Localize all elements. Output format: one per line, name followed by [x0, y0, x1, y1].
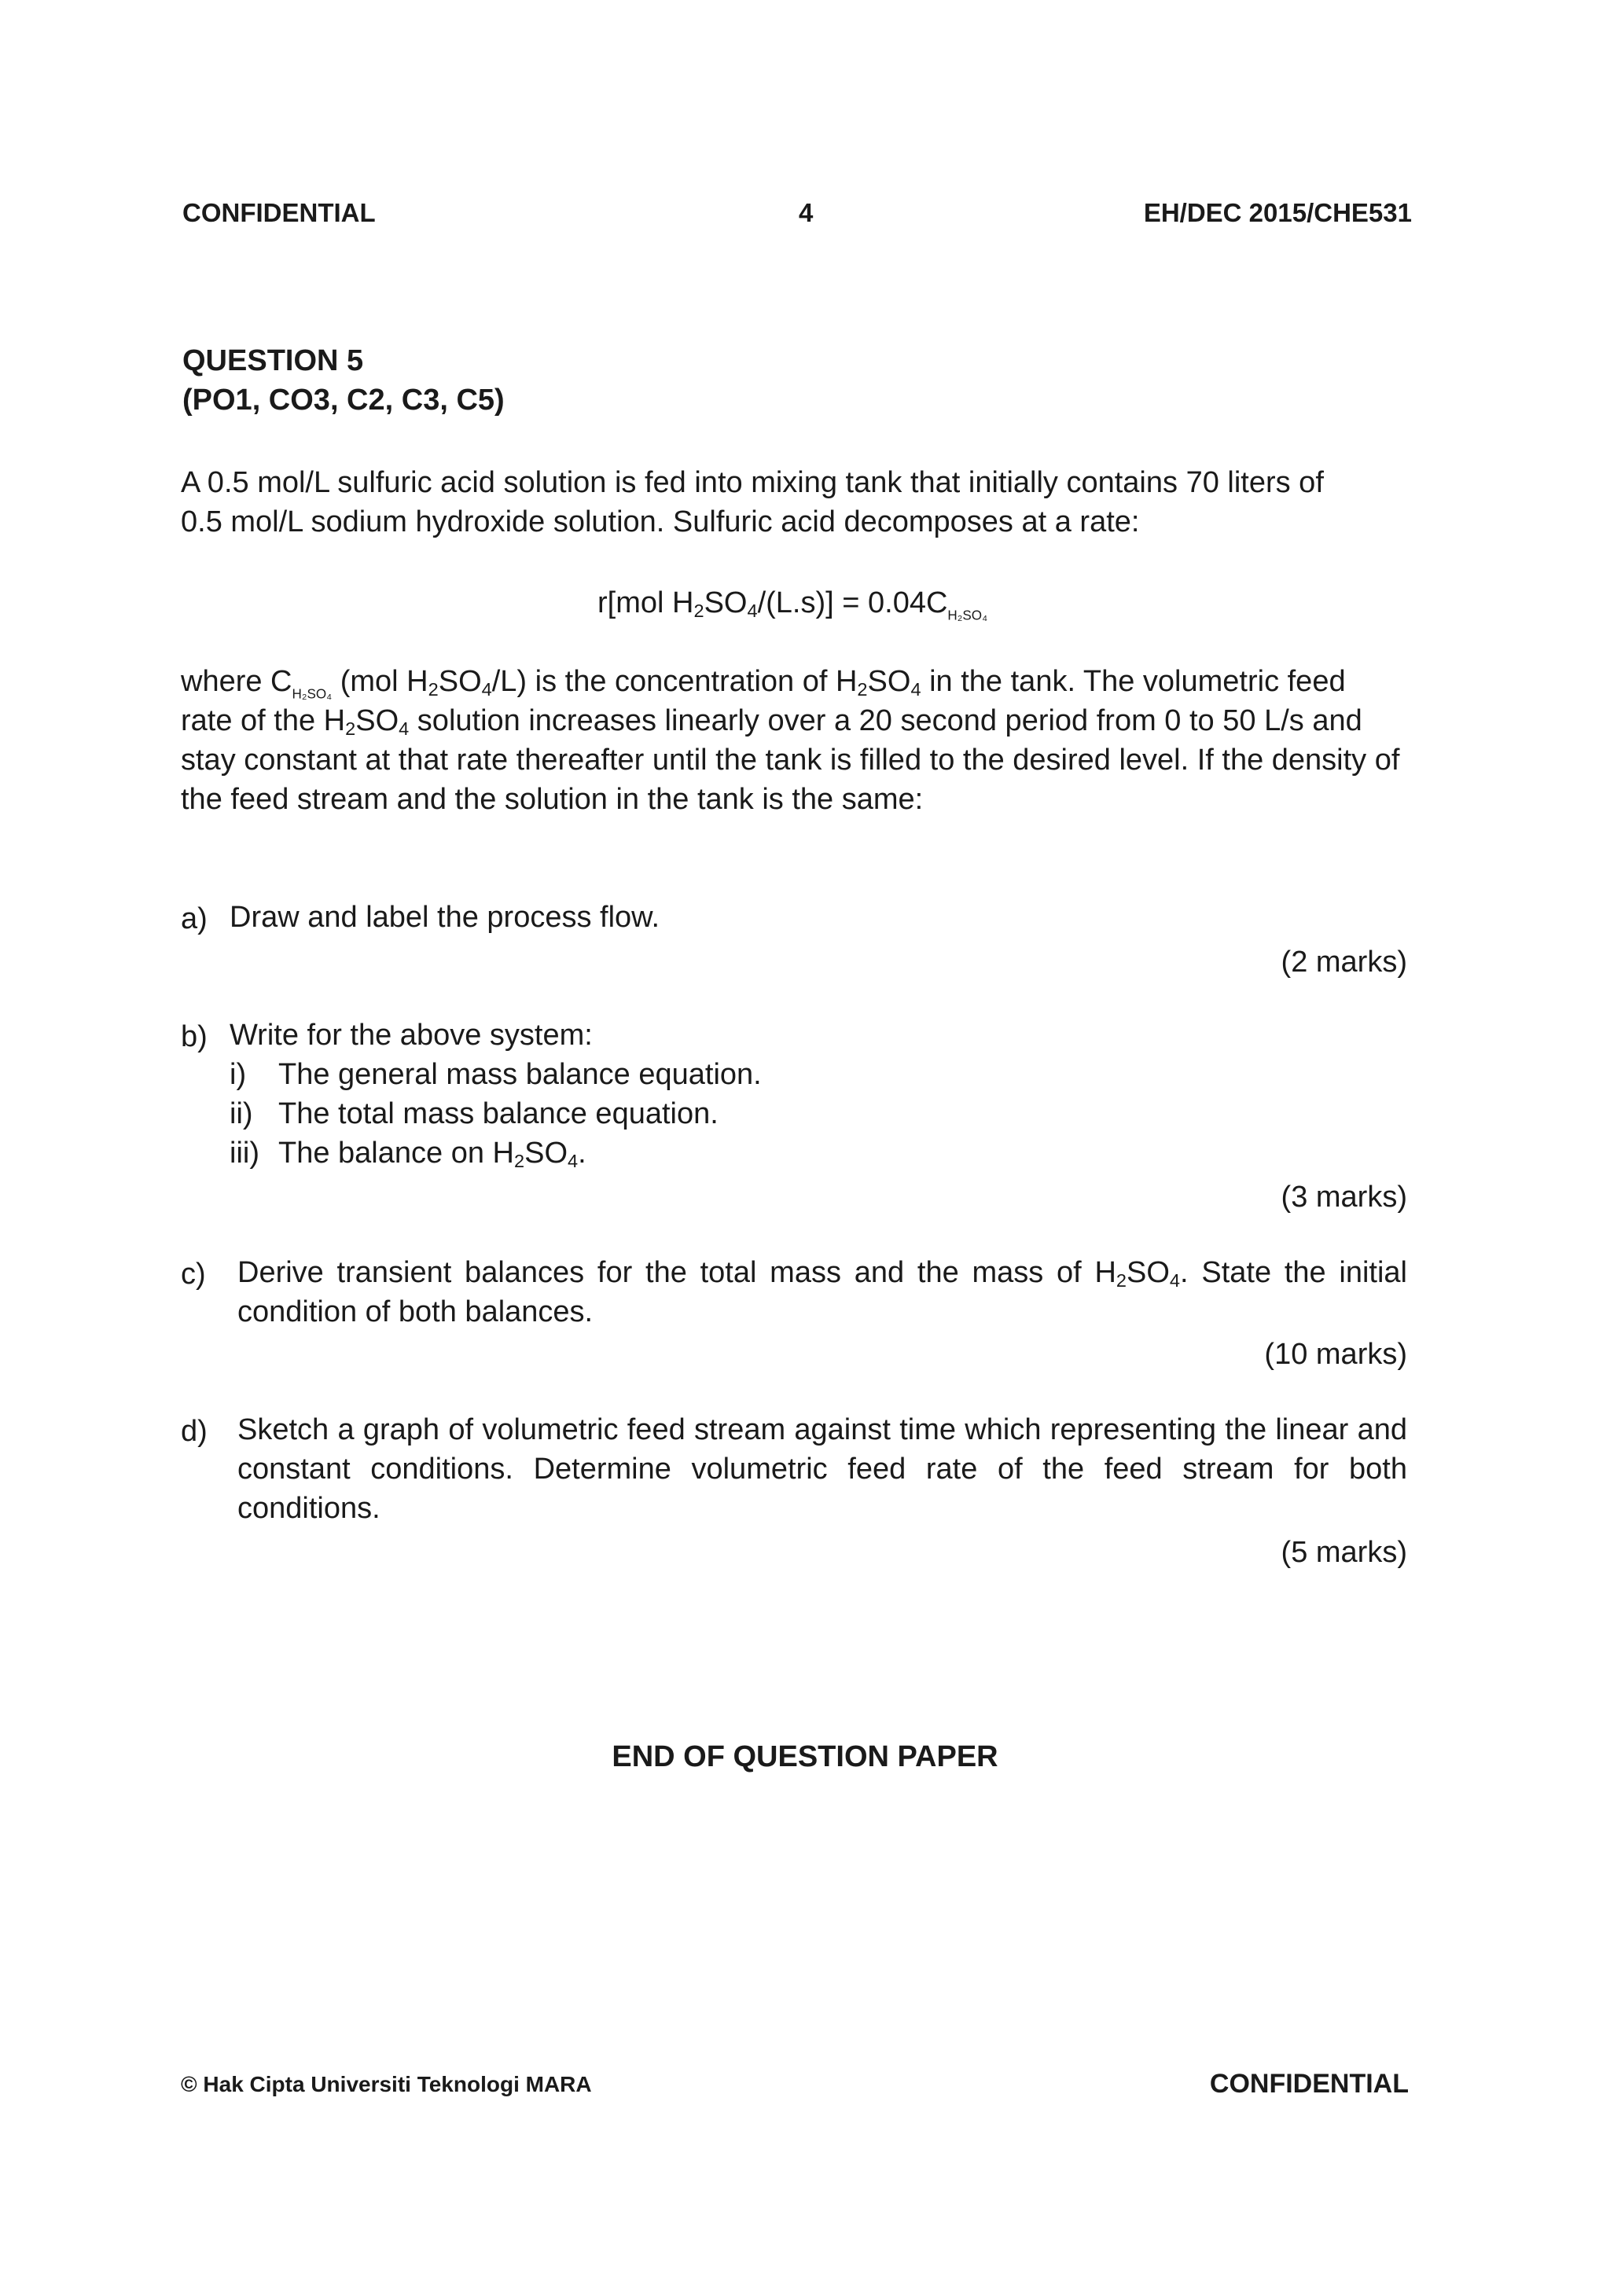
sub: 4	[568, 1150, 579, 1171]
part-c-marks: (10 marks)	[1264, 1338, 1407, 1371]
part-d-label: d)	[181, 1415, 208, 1448]
header-confidential: CONFIDENTIAL	[182, 198, 376, 227]
text-part: in the tank. The volumetric feed	[921, 665, 1346, 698]
part-c-line-1	[237, 1253, 1407, 1292]
text-part: SO	[438, 665, 482, 698]
text-part: rate of the H	[181, 704, 346, 737]
intro-line-1: A 0.5 mol/L sulfuric acid solution is fed into mixing tank that initially contains 70 liters of	[181, 466, 1324, 499]
part-d-line-1: Sketch a graph of volumetric feed stream against time which representing the linear and	[237, 1413, 1407, 1446]
text-part: The balance on H	[278, 1137, 514, 1170]
part-b-item-label: ii)	[230, 1097, 253, 1130]
where-line-4: the feed stream and the solution in the tank is the same:	[181, 783, 924, 816]
footer-confidential: CONFIDENTIAL	[1209, 2069, 1409, 2099]
rate-equation	[597, 583, 987, 623]
text-part: SO	[1127, 1256, 1170, 1289]
text-part: /L) is the concentration of H	[491, 665, 858, 698]
eq-sub: 2	[693, 600, 704, 621]
part-b-item-label: iii)	[230, 1137, 259, 1170]
question-title: QUESTION 5	[182, 344, 364, 377]
part-b-marks: (3 marks)	[1281, 1181, 1407, 1214]
eq-sub: 4	[747, 600, 758, 621]
conc-sub: H₂SO₄	[292, 686, 333, 702]
eq-conc-sub: H₂SO₄	[947, 608, 988, 623]
where-line-2	[181, 701, 1407, 740]
sub: 4	[910, 678, 921, 700]
sub: 2	[428, 678, 439, 700]
sub: 4	[1169, 1269, 1181, 1291]
part-a-label: a)	[181, 902, 208, 935]
part-b-label: b)	[181, 1020, 208, 1053]
text-part: where C	[181, 665, 292, 698]
sub: 2	[857, 678, 868, 700]
where-line-3: stay constant at that rate thereafter until the tank is filled to the desired level. If the density of	[181, 744, 1400, 777]
eq-part: /(L.s)] = 0.04C	[757, 586, 948, 619]
text-part: SO	[355, 704, 399, 737]
part-b-item-text	[278, 1133, 586, 1173]
footer-copyright: © Hak Cipta Universiti Teknologi MARA	[181, 2072, 592, 2096]
text-part: . State the initial	[1180, 1256, 1407, 1289]
sub: 2	[513, 1150, 525, 1171]
part-b-text: Write for the above system:	[230, 1019, 593, 1052]
part-b-item-label: i)	[230, 1058, 247, 1091]
text-part: Derive transient balances for the total mass and the mass of H	[237, 1256, 1116, 1289]
sub: 4	[481, 678, 492, 700]
part-d-marks: (5 marks)	[1281, 1536, 1407, 1569]
text-part: SO	[867, 665, 911, 698]
part-d-line-2: constant conditions. Determine volumetric feed rate of the feed stream for both	[237, 1453, 1407, 1486]
intro-line-2: 0.5 mol/L sodium hydroxide solution. Sulfuric acid decomposes at a rate:	[181, 505, 1140, 538]
question-outcomes: (PO1, CO3, C2, C3, C5)	[182, 384, 505, 417]
sub: 4	[399, 718, 410, 739]
part-c-line-2: condition of both balances.	[237, 1295, 594, 1328]
text-part: SO	[524, 1137, 568, 1170]
eq-part: SO	[704, 586, 748, 619]
text-part: .	[578, 1137, 586, 1170]
text-part: (mol H	[332, 665, 428, 698]
part-d-line-3: conditions.	[237, 1492, 380, 1525]
sub: 2	[345, 718, 356, 739]
part-a-marks: (2 marks)	[1281, 946, 1407, 979]
text-part: solution increases linearly over a 20 second period from 0 to 50 L/s and	[409, 704, 1362, 737]
part-a-text: Draw and label the process flow.	[230, 901, 660, 934]
sub: 2	[1116, 1269, 1127, 1291]
part-b-item-text: The total mass balance equation.	[278, 1097, 719, 1130]
part-c-label: c)	[181, 1258, 206, 1291]
page-number: 4	[799, 198, 814, 227]
eq-part: r[mol H	[597, 586, 694, 619]
part-b-item-text: The general mass balance equation.	[278, 1058, 762, 1091]
header-paper-code: EH/DEC 2015/CHE531	[1143, 198, 1412, 227]
end-of-paper: END OF QUESTION PAPER	[612, 1740, 998, 1773]
where-line-1	[181, 662, 1407, 701]
